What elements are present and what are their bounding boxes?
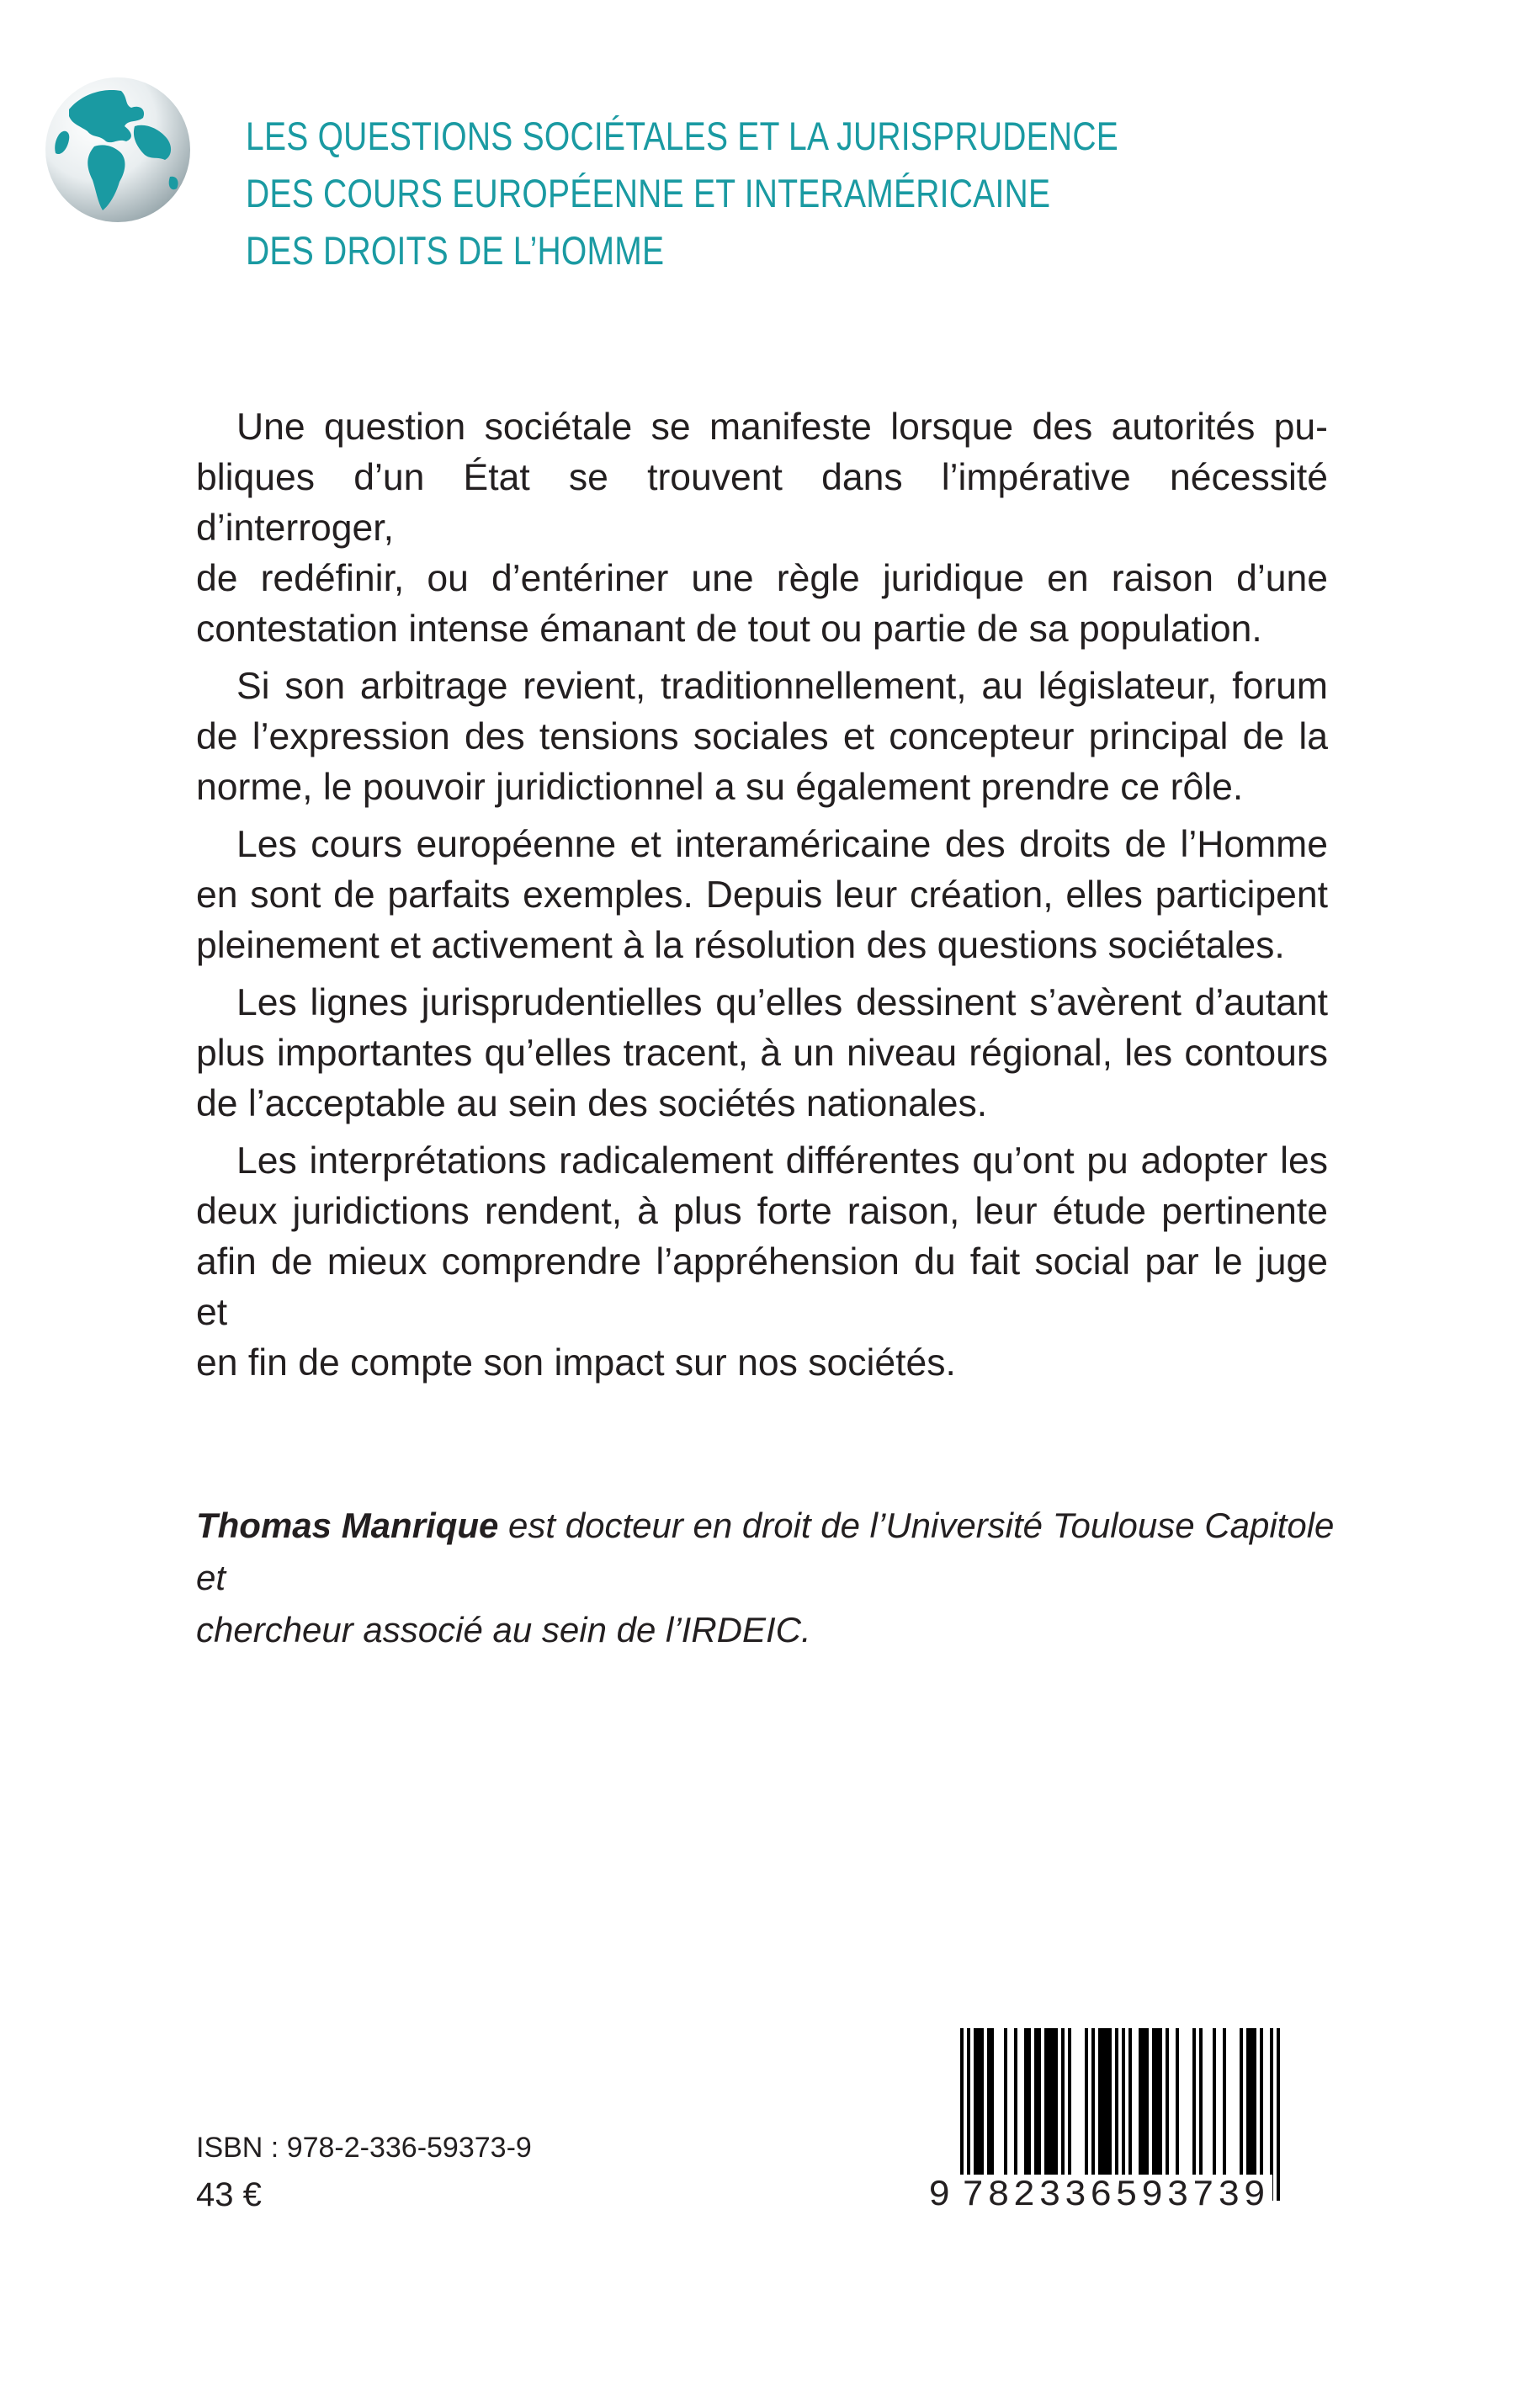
barcode-bar — [987, 2028, 990, 2175]
barcode-bar — [1108, 2028, 1112, 2175]
text-line: de redéfinir, ou d’entériner une règle juridique en raison d’une — [196, 558, 1328, 599]
text-line: bliques d’un État se trouvent dans l’impérative nécessité d’interroger, — [196, 457, 1328, 549]
barcode-bar — [1024, 2028, 1028, 2175]
barcode-bar — [1192, 2028, 1196, 2175]
text-line: en sont de parfaits exemples. Depuis leur création, elles participent — [196, 874, 1328, 916]
author-name: Thomas Manrique — [196, 1506, 499, 1545]
barcode-bar — [1105, 2028, 1108, 2175]
barcode-bar — [1068, 2028, 1071, 2175]
barcode-bar — [1028, 2028, 1031, 2175]
summary-paragraph — [196, 978, 1328, 1129]
author-bio — [196, 1500, 1341, 1656]
barcode-bar — [1051, 2028, 1054, 2175]
barcode-digits: 782336593739 — [959, 2175, 1272, 2217]
book-title — [246, 108, 1168, 279]
summary-paragraph — [196, 661, 1328, 813]
barcode-bar — [1176, 2028, 1179, 2175]
text-line: en fin de compte son impact sur nos sociétés. — [196, 1342, 956, 1384]
barcode-bar — [977, 2028, 980, 2175]
barcode-bar — [1139, 2028, 1142, 2175]
summary-paragraph — [196, 1136, 1328, 1389]
text-line: norme, le pouvoir juridictionnel a su également prendre ce rôle. — [196, 767, 1244, 808]
barcode-bar — [1223, 2028, 1226, 2175]
text-line: Les interprétations radicalement différentes qu’ont pu adopter les — [236, 1140, 1328, 1182]
author-bio-line: est docteur en droit de l’Université Toulouse Capitole et — [196, 1506, 1335, 1597]
barcode-bar — [1142, 2028, 1145, 2175]
barcode-bar — [1240, 2028, 1243, 2175]
text-line: Les lignes jurisprudentielles qu’elles dessinent s’avèrent d’autant — [236, 982, 1328, 1023]
barcode-bar — [1166, 2028, 1169, 2175]
title-line: LES QUESTIONS SOCIÉTALES ET LA JURISPRUDENCE — [246, 114, 1119, 158]
barcode-bar — [1199, 2028, 1203, 2175]
text-line: contestation intense émanant de tout ou partie de sa population. — [196, 608, 1262, 650]
text-line: deux juridictions rendent, à plus forte raison, leur étude pertinente — [196, 1191, 1328, 1232]
barcode-bar — [1038, 2028, 1041, 2175]
barcode-bar — [1246, 2028, 1250, 2175]
barcode-bar — [1054, 2028, 1058, 2175]
barcode-bar — [1253, 2028, 1256, 2175]
barcode-bar — [990, 2028, 994, 2175]
barcode-bar — [1044, 2028, 1048, 2175]
barcode-bar — [1048, 2028, 1051, 2175]
text-line: de l’acceptable au sein des sociétés nationales. — [196, 1083, 988, 1124]
summary-paragraph — [196, 820, 1328, 971]
barcode-bar — [974, 2028, 977, 2175]
text-line: Si son arbitrage revient, traditionnellement, au législateur, forum — [236, 666, 1328, 707]
text-line: Une question sociétale se manifeste lorsque des autorités pu- — [236, 406, 1328, 448]
text-line: de l’expression des tensions sociales et concepteur principal de la — [196, 716, 1328, 757]
globe-icon — [44, 76, 192, 224]
barcode-bar — [1260, 2028, 1263, 2175]
title-line: DES COURS EUROPÉENNE ET INTERAMÉRICAINE — [246, 171, 1051, 215]
barcode-bar — [1213, 2028, 1216, 2175]
barcode-bar — [1091, 2028, 1095, 2175]
barcode-bar — [980, 2028, 984, 2175]
barcode-bar — [1061, 2028, 1065, 2175]
text-line: plus importantes qu’elles tracent, à un niveau régional, les contours — [196, 1033, 1328, 1074]
barcode-bar — [1098, 2028, 1102, 2175]
barcode-bar — [1034, 2028, 1038, 2175]
title-line: DES DROITS DE L’HOMME — [246, 228, 665, 273]
barcode-bar — [1145, 2028, 1149, 2175]
price: 43 € — [196, 2176, 262, 2213]
summary-paragraph — [196, 402, 1328, 655]
isbn: ISBN : 978-2-336-59373-9 — [196, 2132, 532, 2164]
barcode-bar — [1155, 2028, 1159, 2175]
barcode-first-digit: 9 — [928, 2175, 954, 2217]
barcode-bar — [1128, 2028, 1132, 2175]
barcode-bar — [1102, 2028, 1105, 2175]
text-line: Les cours européenne et interaméricaine des droits de l’Homme — [236, 824, 1328, 865]
text-line: afin de mieux comprendre l’appréhension du fait social par le juge et — [196, 1241, 1328, 1333]
barcode-bar — [1277, 2028, 1280, 2201]
barcode-bar — [1014, 2028, 1017, 2175]
barcode-bar — [1152, 2028, 1155, 2175]
back-cover-summary — [196, 402, 1328, 1389]
barcode-bar — [1159, 2028, 1162, 2175]
text-line: pleinement et activement à la résolution des questions sociétales. — [196, 925, 1285, 966]
author-bio-line: chercheur associé au sein de l’IRDEIC. — [196, 1610, 811, 1649]
barcode-bar — [1004, 2028, 1007, 2175]
barcode-bar — [1085, 2028, 1088, 2175]
barcode-bar — [1250, 2028, 1253, 2175]
